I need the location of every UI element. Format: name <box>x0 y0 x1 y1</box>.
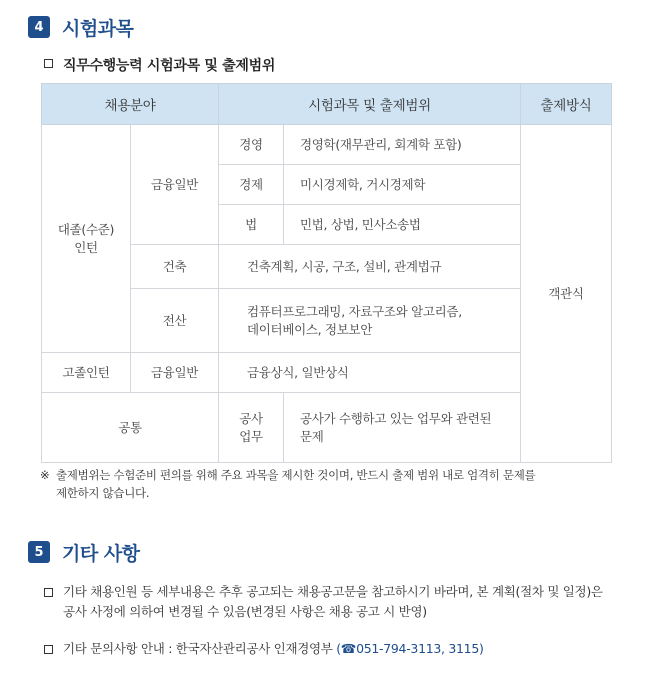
etc-item-text: 기타 채용인원 등 세부내용은 추후 공고되는 채용공고문을 참고하시기 바라며, 본 계획(절차 및 일정)은 공사 사정에 의하여 변경될 수 있음(변경된 사항은 채용 공고 시 반영) <box>63 584 603 619</box>
scope-cell: 금융상식, 일반상식 <box>219 353 521 393</box>
square-bullet-icon <box>44 59 53 68</box>
section-number-badge: 4 <box>28 16 50 38</box>
section-title: 시험과목 <box>62 17 134 40</box>
group-common-cell: 공통 <box>42 393 219 463</box>
scope-cell: 건축계획, 시공, 구조, 설비, 관계법규 <box>219 245 521 289</box>
table-header-row <box>42 84 612 125</box>
section-number-badge: 5 <box>28 541 50 563</box>
etc-item-text <box>63 639 484 659</box>
contact-label: 기타 문의사항 안내 : 한국자산관리공사 인재경영부 <box>63 641 337 656</box>
exam-subjects-table <box>41 83 612 463</box>
header-method: 출제방식 <box>521 84 612 125</box>
construction-cell: 건축 <box>131 245 219 289</box>
subsection-heading <box>44 55 275 75</box>
subsection-title: 직무수행능력 시험과목 및 출제범위 <box>63 58 276 74</box>
subject-cell: 경제 <box>219 165 284 205</box>
scope-cell: 미시경제학, 거시경제학 <box>284 165 521 205</box>
note-line-1: 출제범위는 수험준비 편의를 위해 주요 과목을 제시한 것이며, 반드시 출제 범위 내로 엄격히 문제를 <box>56 468 536 482</box>
method-cell: 객관식 <box>521 125 612 463</box>
computing-cell: 전산 <box>131 289 219 353</box>
group-highschool-cell: 고졸인턴 <box>42 353 131 393</box>
section-title: 기타 사항 <box>62 542 140 565</box>
note-line-2: 제한하지 않습니다. <box>56 486 150 500</box>
table-footnote <box>40 466 610 502</box>
finance-cell: 금융일반 <box>131 125 219 245</box>
subject-cell: 공사 업무 <box>219 393 284 463</box>
square-bullet-icon <box>44 645 53 654</box>
table-row <box>42 125 612 165</box>
group-college-cell: 대졸(수준) 인턴 <box>42 125 131 353</box>
section-4-header <box>28 14 133 40</box>
contact-phone: (☎051-794-3113, 3115) <box>336 641 484 656</box>
header-subjects: 시험과목 및 출제범위 <box>219 84 521 125</box>
subject-cell: 경영 <box>219 125 284 165</box>
square-bullet-icon <box>44 588 53 597</box>
note-mark: ※ <box>40 468 50 482</box>
scope-cell: 공사가 수행하고 있는 업무와 관련된 문제 <box>284 393 521 463</box>
finance-hs-cell: 금융일반 <box>131 353 219 393</box>
etc-item-1 <box>44 582 634 622</box>
etc-item-2 <box>44 639 634 659</box>
scope-cell: 컴퓨터프로그래밍, 자료구조와 알고리즘, 데이터베이스, 정보보안 <box>219 289 521 353</box>
subject-cell: 법 <box>219 205 284 245</box>
header-field: 채용분야 <box>42 84 219 125</box>
scope-cell: 민법, 상법, 민사소송법 <box>284 205 521 245</box>
scope-cell: 경영학(재무관리, 회계학 포함) <box>284 125 521 165</box>
section-5-header <box>28 539 140 565</box>
